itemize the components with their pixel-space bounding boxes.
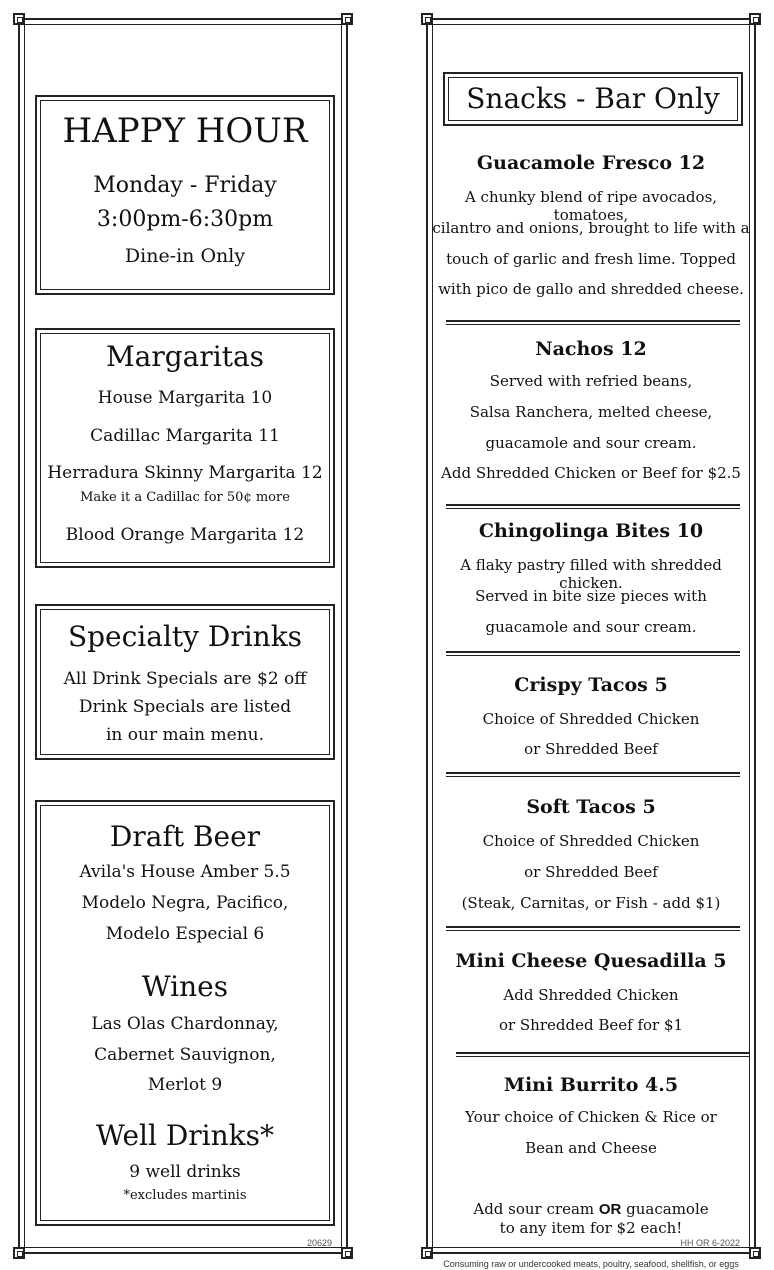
divider bbox=[446, 320, 740, 325]
item-desc: Bean and Cheese bbox=[525, 1139, 657, 1157]
divider bbox=[446, 651, 740, 656]
item-desc: Your choice of Chicken & Rice or bbox=[465, 1108, 717, 1126]
item-desc: Add Shredded Chicken bbox=[503, 986, 679, 1004]
corner-ornament bbox=[13, 13, 25, 25]
item-desc: guacamole and sour cream. bbox=[485, 434, 697, 452]
happy-hour-box bbox=[35, 95, 335, 295]
well-line: 9 well drinks bbox=[129, 1162, 241, 1182]
happy-hour-title: HAPPY HOUR bbox=[62, 111, 308, 151]
print-code: HH OR 6-2022 bbox=[680, 1238, 740, 1248]
item-name: Soft Tacos 5 bbox=[526, 796, 656, 818]
menu-item: Blood Orange Margarita 12 bbox=[65, 525, 305, 545]
item-name: Guacamole Fresco 12 bbox=[476, 152, 706, 174]
item-desc: Add Shredded Chicken or Beef for $2.5 bbox=[441, 464, 741, 482]
menu-item-note: Make it a Cadillac for 50¢ more bbox=[80, 490, 290, 505]
specialty-line: in our main menu. bbox=[105, 725, 265, 745]
corner-ornament bbox=[421, 1247, 433, 1259]
wine-line: Merlot 9 bbox=[147, 1075, 223, 1095]
wine-line: Cabernet Sauvignon, bbox=[94, 1045, 276, 1065]
corner-ornament bbox=[749, 13, 761, 25]
beer-line: Modelo Especial 6 bbox=[105, 924, 265, 944]
well-note: *excludes martinis bbox=[123, 1188, 247, 1203]
addon-note-line2: to any item for $2 each! bbox=[499, 1219, 683, 1237]
margaritas-title: Margaritas bbox=[105, 340, 265, 373]
beer-line: Modelo Negra, Pacifico, bbox=[81, 893, 289, 913]
margaritas-box bbox=[35, 328, 335, 568]
addon-text: Add sour cream bbox=[473, 1200, 599, 1218]
disclaimer: Consuming raw or undercooked meats, poultry, seafood, shellfish, or eggs bbox=[443, 1259, 739, 1269]
item-name: Mini Cheese Quesadilla 5 bbox=[455, 950, 727, 972]
specialty-line: All Drink Specials are $2 off bbox=[63, 669, 307, 689]
divider bbox=[446, 772, 740, 777]
specialty-line: Drink Specials are listed bbox=[78, 697, 292, 717]
menu-item: House Margarita 10 bbox=[97, 388, 273, 408]
well-drinks-title: Well Drinks* bbox=[95, 1119, 275, 1152]
happy-hour-days: Monday - Friday bbox=[93, 173, 277, 198]
divider bbox=[456, 1052, 750, 1057]
item-name: Chingolinga Bites 10 bbox=[478, 520, 704, 542]
addon-text: guacamole bbox=[621, 1200, 709, 1218]
happy-hour-hours: 3:00pm-6:30pm bbox=[96, 207, 274, 232]
right-menu-panel bbox=[426, 18, 756, 1254]
item-desc: Choice of Shredded Chicken bbox=[482, 832, 700, 850]
item-desc: Served with refried beans, bbox=[489, 372, 693, 390]
item-desc: Choice of Shredded Chicken bbox=[482, 710, 700, 728]
item-desc: Salsa Ranchera, melted cheese, bbox=[469, 403, 713, 421]
menu-item: Herradura Skinny Margarita 12 bbox=[47, 463, 323, 483]
wine-line: Las Olas Chardonnay, bbox=[91, 1014, 279, 1034]
divider bbox=[446, 926, 740, 931]
print-code: 20629 bbox=[306, 1238, 332, 1248]
draft-beer-title: Draft Beer bbox=[109, 820, 261, 853]
item-desc: guacamole and sour cream. bbox=[485, 618, 697, 636]
snacks-title: Snacks - Bar Only bbox=[466, 82, 720, 115]
addon-note bbox=[428, 1200, 754, 1218]
item-name: Nachos 12 bbox=[535, 338, 647, 360]
happy-hour-note: Dine-in Only bbox=[124, 245, 246, 267]
left-menu-panel bbox=[18, 18, 348, 1254]
drinks-box bbox=[35, 800, 335, 1226]
beer-line: Avila's House Amber 5.5 bbox=[79, 862, 291, 882]
divider bbox=[446, 504, 740, 509]
menu-item: Cadillac Margarita 11 bbox=[90, 426, 280, 446]
item-desc: or Shredded Beef bbox=[524, 740, 658, 758]
corner-ornament bbox=[341, 1247, 353, 1259]
item-desc: or Shredded Beef for $1 bbox=[498, 1016, 684, 1034]
snacks-title-box bbox=[443, 72, 743, 126]
item-desc: with pico de gallo and shredded cheese. bbox=[438, 280, 744, 298]
item-desc: A chunky blend of ripe avocados, tomatoes, bbox=[464, 188, 718, 224]
specialty-drinks-box bbox=[35, 604, 335, 760]
item-desc: Served in bite size pieces with bbox=[475, 587, 707, 605]
corner-ornament bbox=[421, 13, 433, 25]
item-desc: A flaky pastry filled with shredded chicken. bbox=[460, 556, 722, 592]
item-desc: (Steak, Carnitas, or Fish - add $1) bbox=[461, 894, 721, 912]
corner-ornament bbox=[13, 1247, 25, 1259]
item-name: Mini Burrito 4.5 bbox=[503, 1074, 679, 1096]
item-desc: cilantro and onions, brought to life with a bbox=[432, 219, 750, 237]
item-desc: or Shredded Beef bbox=[524, 863, 658, 881]
wines-title: Wines bbox=[141, 970, 229, 1003]
corner-ornament bbox=[341, 13, 353, 25]
addon-or: OR bbox=[598, 1201, 622, 1218]
item-desc: touch of garlic and fresh lime. Topped bbox=[446, 250, 736, 268]
specialty-title: Specialty Drinks bbox=[67, 620, 303, 653]
corner-ornament bbox=[749, 1247, 761, 1259]
item-name: Crispy Tacos 5 bbox=[514, 674, 668, 696]
